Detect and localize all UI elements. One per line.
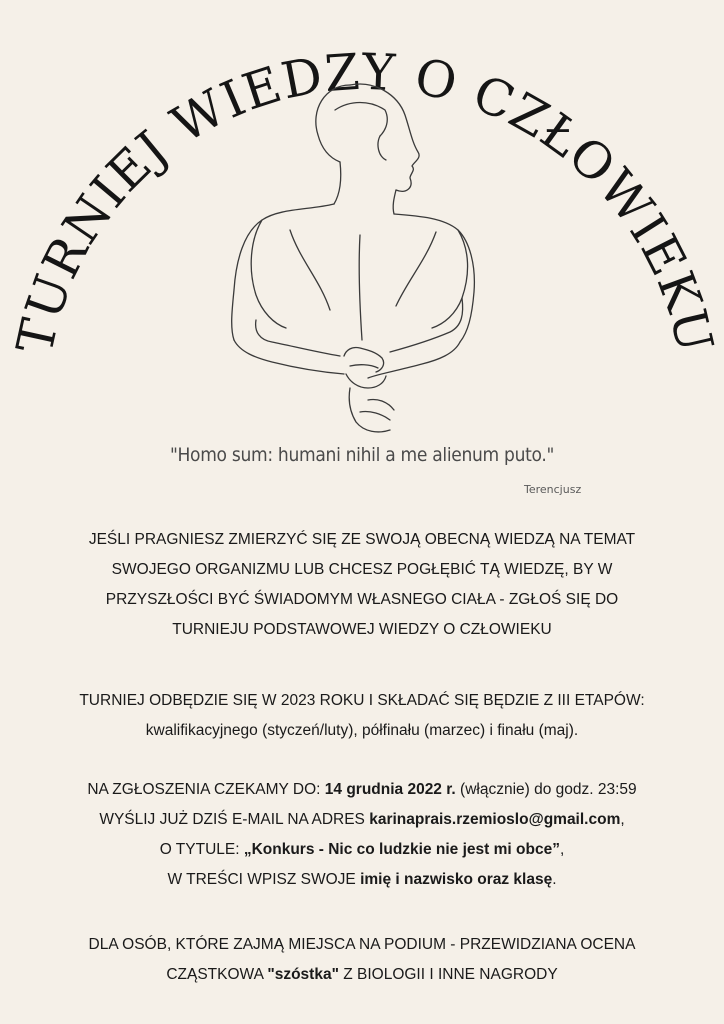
intro-line: SWOJEGO ORGANIZMU LUB CHCESZ POGŁĘBIĆ TĄ WIEDZĘ, BY W — [111, 561, 613, 578]
deadline-date: 14 grudnia 2022 r. — [324, 781, 456, 798]
application-paragraph — [20, 775, 704, 895]
poster-title-text: TURNIEJ WIEDZY O CZŁOWIEKU — [5, 42, 724, 359]
content-suffix: . — [552, 871, 557, 888]
deadline-line — [20, 775, 704, 805]
email-prefix: WYŚLIJ JUŻ DZIŚ E-MAIL NA ADRES — [99, 811, 370, 828]
prize-paragraph — [20, 930, 704, 990]
deadline-prefix: NA ZGŁOSZENIA CZEKAMY DO: — [87, 781, 325, 798]
deadline-suffix: (włącznie) do godz. 23:59 — [455, 781, 637, 798]
email-address: karinaprais.rzemioslo@gmail.com — [369, 811, 621, 828]
intro-line: JEŚLI PRAGNIESZ ZMIERZYĆ SIĘ ZE SWOJĄ OBECNĄ WIEDZĄ NA TEMAT — [88, 531, 636, 548]
email-suffix: , — [620, 811, 625, 828]
content-line — [20, 865, 704, 895]
subject-line — [20, 835, 704, 865]
content-bold: imię i nazwisko oraz klasę — [360, 871, 553, 888]
subject-prefix: O TYTULE: — [159, 841, 244, 858]
quote-author: Terencjusz — [524, 483, 582, 496]
intro-line: PRZYSZŁOŚCI BYĆ ŚWIADOMYM WŁASNEGO CIAŁA - ZGŁOŚ SIĘ DO — [105, 591, 619, 608]
dates-paragraph — [20, 686, 704, 746]
intro-line: TURNIEJU PODSTAWOWEJ WIEDZY O CZŁOWIEKU — [172, 621, 552, 638]
intro-paragraph — [20, 525, 704, 645]
human-back-figure-icon — [200, 70, 520, 450]
dates-line-stages: TURNIEJ ODBĘDZIE SIĘ W 2023 ROKU I SKŁADAĆ SIĘ BĘDZIE Z III ETAPÓW: — [79, 692, 645, 709]
subject-suffix: , — [559, 841, 565, 858]
prize-grade: "szóstka" — [267, 966, 339, 983]
content-prefix: W TREŚCI WPISZ SWOJE — [167, 871, 361, 888]
email-line — [20, 805, 704, 835]
prize-prefix: CZĄSTKOWA — [166, 966, 268, 983]
dates-line-schedule: kwalifikacyjnego (styczeń/luty), półfinału (marzec) i finału (maj). — [145, 722, 579, 739]
prize-line-2 — [20, 960, 704, 990]
prize-line-1: DLA OSÓB, KTÓRE ZAJMĄ MIEJSCA NA PODIUM - PRZEWIDZIANA OCENA — [88, 936, 636, 953]
prize-suffix: Z BIOLOGII I INNE NAGRODY — [338, 966, 558, 983]
subject-text: „Konkurs - Nic co ludzkie nie jest mi obce” — [243, 841, 560, 858]
quote-text: "Homo sum: humani nihil a me alienum puto." — [169, 444, 555, 466]
